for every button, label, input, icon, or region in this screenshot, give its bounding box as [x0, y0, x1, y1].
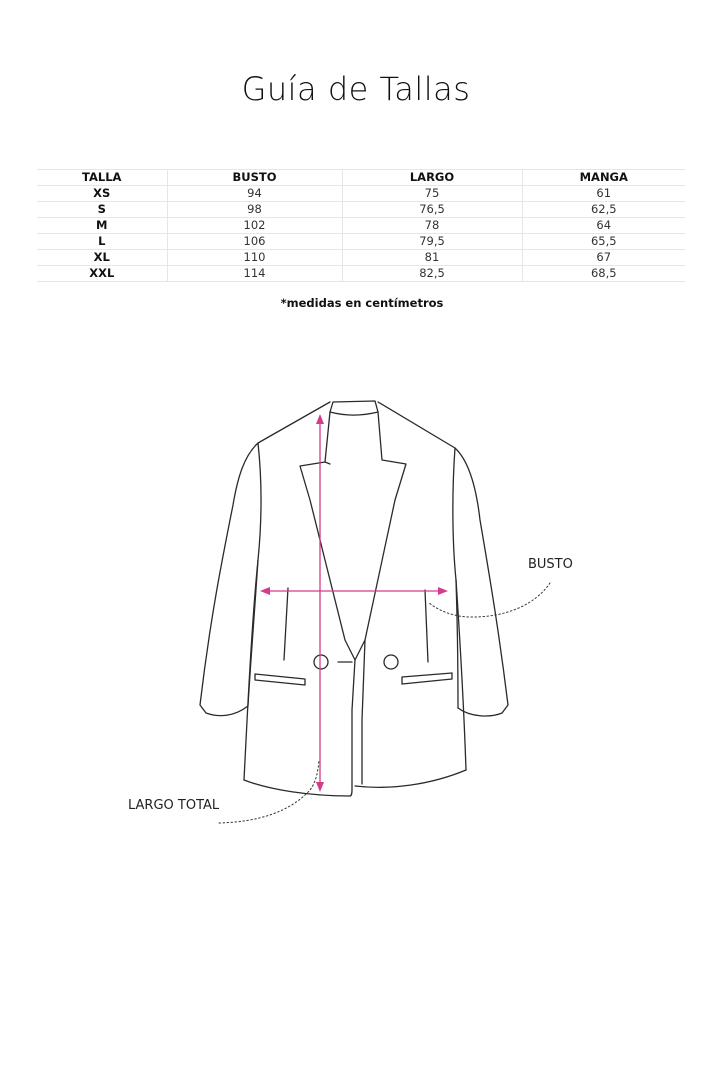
cell-busto: 110 [167, 250, 342, 266]
cell-largo: 76,5 [342, 202, 522, 218]
measurement-note: *medidas en centímetros [280, 296, 444, 310]
label-largo-total: LARGO TOTAL [128, 798, 220, 813]
page-title: Guía de Tallas [241, 70, 471, 108]
table-row [37, 202, 685, 218]
table-header-row [37, 170, 685, 186]
cell-manga: 65,5 [522, 234, 685, 250]
table-row [37, 234, 685, 250]
cell-size: XXL [37, 266, 167, 282]
cell-largo: 81 [342, 250, 522, 266]
cell-largo: 75 [342, 186, 522, 202]
cell-busto: 94 [167, 186, 342, 202]
table-row [37, 186, 685, 202]
header-largo: LARGO [342, 170, 522, 186]
cell-manga: 64 [522, 218, 685, 234]
cell-manga: 68,5 [522, 266, 685, 282]
table-row [37, 250, 685, 266]
cell-busto: 102 [167, 218, 342, 234]
header-manga: MANGA [522, 170, 685, 186]
blazer-outline-icon [110, 380, 610, 840]
cell-manga: 67 [522, 250, 685, 266]
table-row [37, 266, 685, 282]
size-table [37, 169, 685, 282]
cell-largo: 82,5 [342, 266, 522, 282]
cell-manga: 62,5 [522, 202, 685, 218]
cell-manga: 61 [522, 186, 685, 202]
cell-size: XS [37, 186, 167, 202]
cell-busto: 98 [167, 202, 342, 218]
header-busto: BUSTO [167, 170, 342, 186]
cell-size: S [37, 202, 167, 218]
cell-size: M [37, 218, 167, 234]
cell-largo: 78 [342, 218, 522, 234]
cell-size: L [37, 234, 167, 250]
cell-busto: 114 [167, 266, 342, 282]
cell-largo: 79,5 [342, 234, 522, 250]
label-busto: BUSTO [528, 557, 573, 572]
header-talla: TALLA [37, 170, 167, 186]
table-row [37, 218, 685, 234]
cell-busto: 106 [167, 234, 342, 250]
cell-size: XL [37, 250, 167, 266]
